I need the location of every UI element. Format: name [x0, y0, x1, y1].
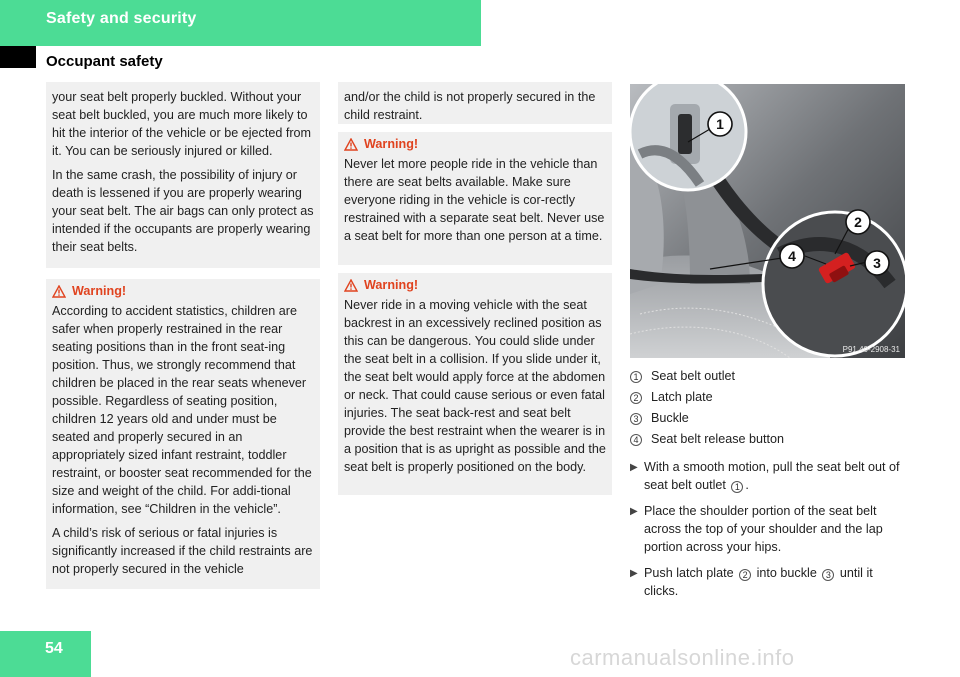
- step-text: Place the shoulder portion of the seat belt across the top of your shoulder and the lap portion across your hips.: [644, 504, 883, 554]
- svg-text:2: 2: [854, 214, 862, 230]
- paragraph: Never ride in a moving vehicle with the seat backrest in an excessively reclined position as this can be dangerous. You could slide under the seat belt in a collision. If you slide under it, the seat belt would apply force at the abdomen or neck. That could cause serious or even fatal injuries. The seat back-rest and seat belt provide the best restraint when the wearer is in a position that is as upright as possible and the seat belt is properly positioned on the body.: [344, 298, 606, 474]
- svg-text:4: 4: [788, 248, 796, 264]
- legend-label: Seat belt outlet: [651, 369, 736, 383]
- warning-recline-panel: [338, 273, 612, 495]
- seat-belt-photo: [630, 84, 905, 358]
- paragraph: Never let more people ride in the vehicle than there are seat belts available. Make sure everyone riding in the vehicle is cor-rectly restrained with a separate seat belt. Never use a seat belt for more than one person at a time.: [344, 157, 605, 243]
- warning-heading: [344, 276, 606, 294]
- photo-code: P91.40-2908-31: [842, 345, 900, 354]
- callout-3: [865, 251, 889, 275]
- legend-item: [630, 387, 784, 408]
- watermark: carmanualsonline.info: [570, 645, 795, 670]
- warning-occupancy-panel: [338, 132, 612, 265]
- step-text-part: With a smooth motion, pull the seat belt out of seat belt outlet: [644, 460, 900, 492]
- legend-number: 4: [630, 434, 642, 446]
- step-item: [630, 458, 910, 494]
- section-title: Safety and security: [46, 10, 197, 27]
- warning-label: Warning!: [364, 137, 419, 151]
- step-item: [630, 564, 910, 600]
- arrow-right-icon: ▶: [630, 462, 638, 473]
- arrow-right-icon: ▶: [630, 568, 638, 579]
- warning-heading: [52, 282, 314, 300]
- warning-triangle-icon: [344, 279, 358, 292]
- warning-triangle-icon: [344, 138, 358, 151]
- callout-4: [780, 244, 804, 268]
- seat-belt-illustration: [630, 84, 905, 358]
- inline-number: 1: [731, 481, 743, 493]
- warning-children-panel: [46, 279, 320, 589]
- paragraph: and/or the child is not properly secured in the child restraint.: [344, 90, 596, 122]
- paragraph: According to accident statistics, children are safer when properly restrained in the rear seating positions than in the front seat-ing position. Thus, we strongly recommend that children be placed in the rear seats whenever possible. Regardless of seating position, children 12 years old and under must be seated and properly secured in an appropriately sized infant restraint, toddler restraint, or booster seat recommended for the size and weight of the child. For addi-tional information, see “Children in the vehicle”.: [52, 304, 312, 516]
- legend-item: [630, 366, 784, 387]
- callout-1: [708, 112, 732, 136]
- legend-number: 3: [630, 413, 642, 425]
- warning-heading: [344, 135, 606, 153]
- warning-triangle-icon: [52, 285, 66, 298]
- legend-label: Buckle: [651, 411, 689, 425]
- step-text: [644, 458, 910, 494]
- legend-item: [630, 408, 784, 429]
- section-tab-marker: [0, 46, 36, 68]
- legend-item: [630, 429, 784, 450]
- instruction-steps: [630, 458, 910, 608]
- paragraph: your seat belt properly buckled. Without your seat belt buckled, you are much more likely to hit the interior of the vehicle or be ejected from it. You can be seriously injured or killed.: [52, 90, 312, 158]
- arrow-right-icon: ▶: [630, 506, 638, 517]
- warning-label: Warning!: [72, 284, 127, 298]
- step-item: [630, 502, 910, 556]
- warning-label: Warning!: [364, 278, 419, 292]
- child-restraint-continuation-panel: [338, 82, 612, 124]
- step-text-part: until it clicks.: [644, 566, 873, 598]
- step-text: [644, 564, 910, 600]
- legend-label: Latch plate: [651, 390, 713, 404]
- subsection-title: Occupant safety: [46, 53, 163, 70]
- page-number: 54: [45, 640, 63, 657]
- inline-number: 2: [739, 569, 751, 581]
- inline-number: 3: [822, 569, 834, 581]
- svg-text:1: 1: [716, 116, 724, 132]
- step-text-part: into buckle: [756, 566, 817, 580]
- paragraph: A child’s risk of serious or fatal injuries is significantly increased if the child restraints are not properly secured in the vehicle: [52, 526, 313, 576]
- legend-number: 2: [630, 392, 642, 404]
- callout-2: [846, 210, 870, 234]
- seat-belt-info-panel: [46, 82, 320, 268]
- legend: [630, 366, 784, 450]
- svg-text:3: 3: [873, 255, 881, 271]
- legend-number: 1: [630, 371, 642, 383]
- step-text-part: Push latch plate: [644, 566, 734, 580]
- paragraph: In the same crash, the possibility of injury or death is lessened if you are properly wearing your seat belt. The air bags can only protect as intended if the occupants are properly wearing their seat belts.: [52, 168, 314, 254]
- step-text-part: .: [745, 478, 749, 492]
- legend-label: Seat belt release button: [651, 432, 785, 446]
